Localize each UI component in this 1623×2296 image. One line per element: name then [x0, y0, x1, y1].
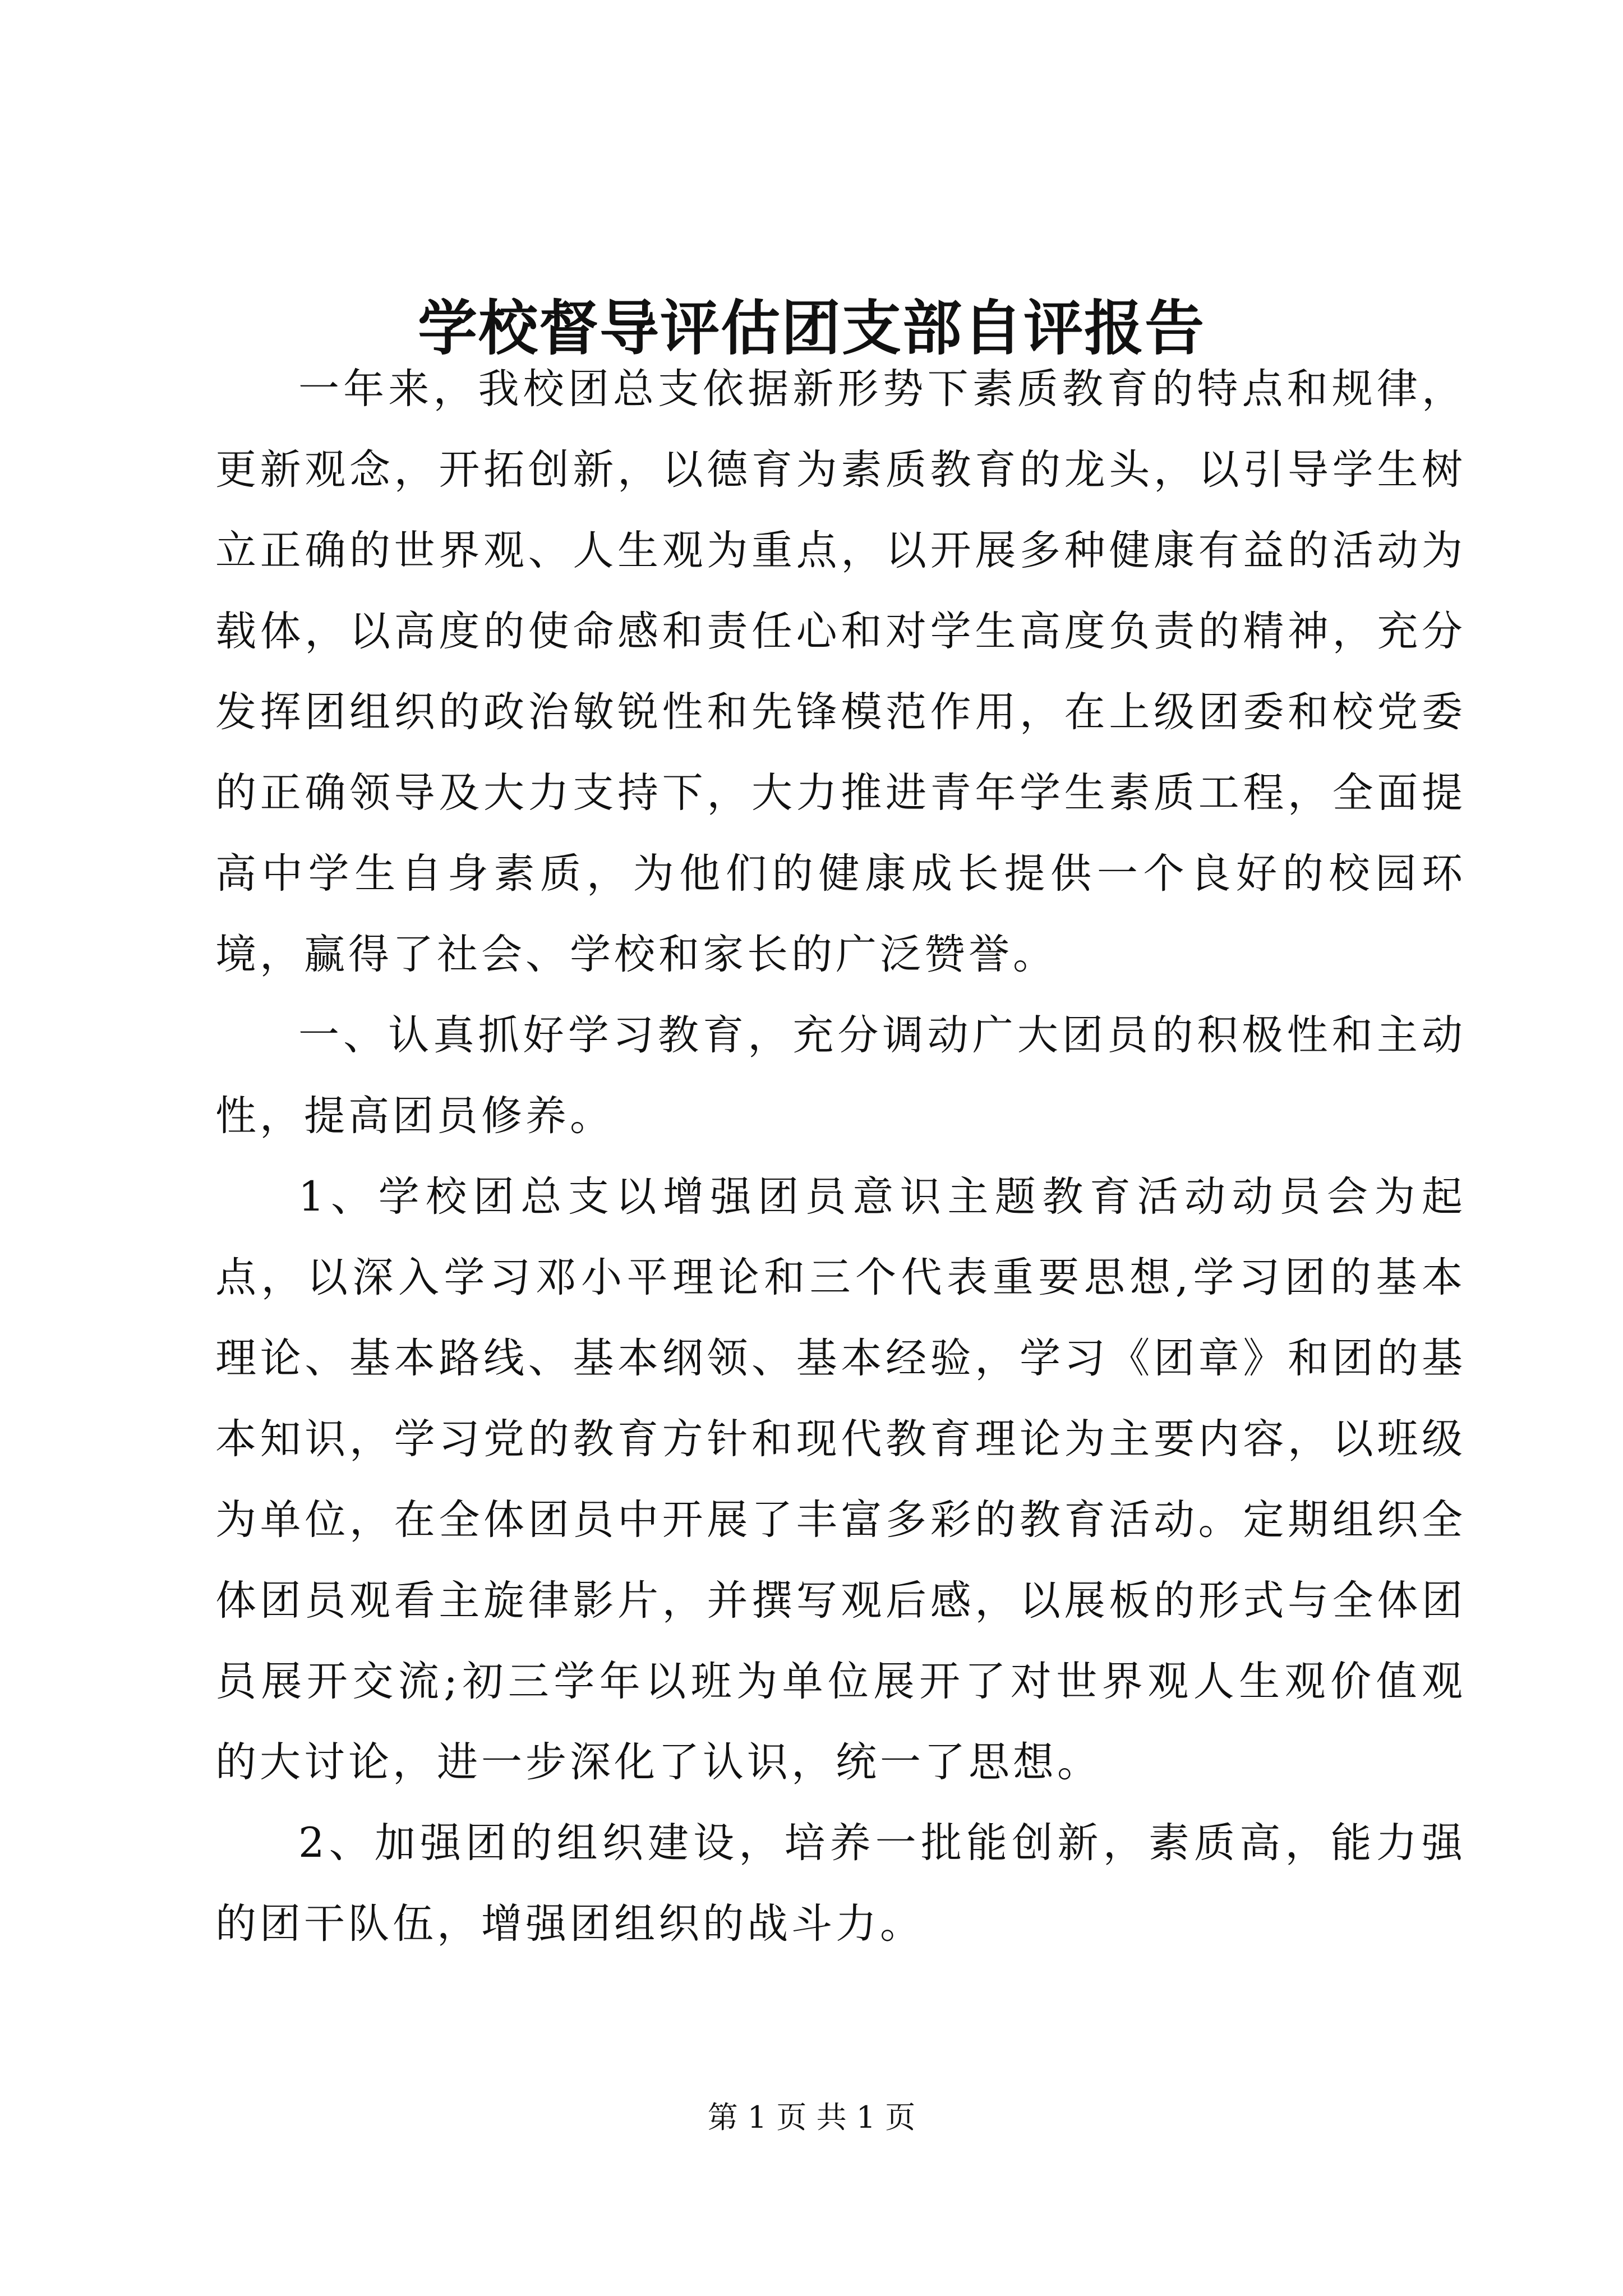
paragraph-item-2: 2、加强团的组织建设，培养一批能创新，素质高，能力强的团干队伍，增强团组织的战斗力。	[215, 1819, 1466, 1948]
paragraph-intro: 一年来，我校团总支依据新形势下素质教育的特点和规律，更新观念，开拓创新，以德育为素质教育的龙头，以引导学生树立正确的世界观、人生观为重点，以开展多种健康有益的活动为载体，以高度的使命感和责任心和对学生高度负责的精神，充分发挥团组织的政治敏锐性和先锋模范作用，在上级团委和校党委的正确领导及大力支持下，大力推进青年学生素质工程，全面提高中学生自身素质，为他们的健康成长提供一个良好的校园环境，赢得了社会、学校和家长的广泛赞誉。	[215, 365, 1466, 978]
page-footer: 第 1 页 共 1 页	[707, 2100, 916, 2135]
paragraph-section-1-heading: 一、认真抓好学习教育，充分调动广大团员的积极性和主动性，提高团员修养。	[215, 1011, 1466, 1140]
paragraph-item-1: 1、学校团总支以增强团员意识主题教育活动动员会为起点，以深入学习邓小平理论和三个代表重要思想,学习团的基本理论、基本路线、基本纲领、基本经验，学习《团章》和团的基本知识，学习党的教育方针和现代教育理论为主要内容，以班级为单位，在全体团员中开展了丰富多彩的教育活动。定期组织全体团员观看主旋律影片，并撰写观后感，以展板的形式与全体团员展开交流;初三学年以班为单位展开了对世界观人生观价值观的大讨论，进一步深化了认识，统一了思想。	[215, 1173, 1466, 1786]
document-title: 学校督导评估团支部自评报告	[418, 293, 1205, 363]
document-body	[215, 349, 1466, 1964]
